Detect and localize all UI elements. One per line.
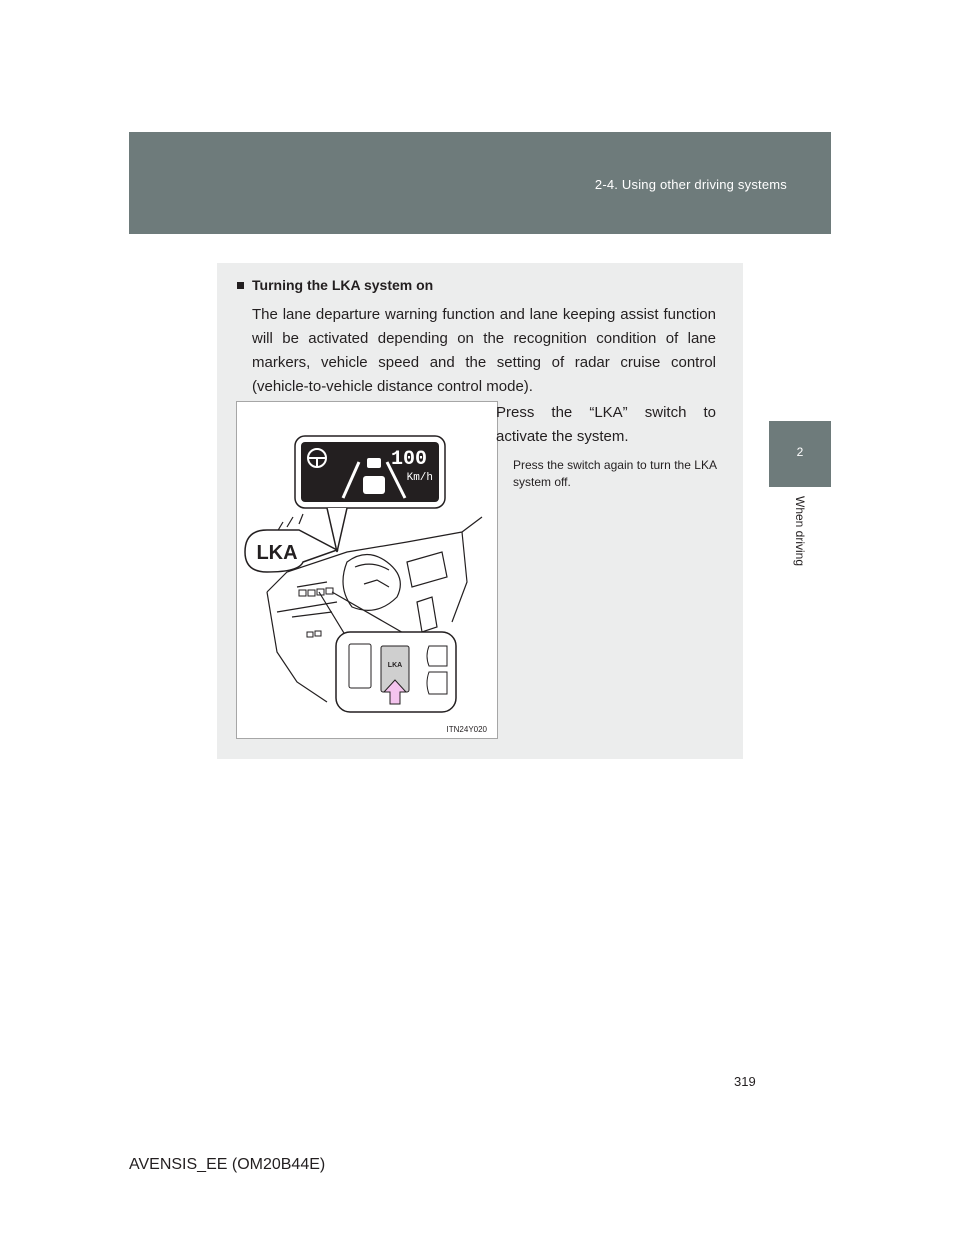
instruction-text: Press the “LKA” switch to activate the system. — [496, 404, 716, 445]
content-box — [217, 263, 743, 759]
heading-text: Turning the LKA system on — [252, 277, 434, 293]
zoom-leader-lines — [319, 592, 412, 638]
section-title: 2-4. Using other driving systems — [594, 177, 787, 192]
page-number: 319 — [734, 1074, 756, 1089]
adjacent-switch-right-top — [427, 646, 447, 666]
header-band — [129, 132, 831, 234]
dashboard-drawing — [237, 402, 499, 740]
speed-readout: 100 — [390, 448, 427, 471]
chapter-label: When driving — [793, 496, 807, 567]
chapter-tab — [769, 421, 831, 487]
adjacent-switch-left — [349, 644, 371, 688]
display-callout-pointer — [327, 508, 347, 552]
note-text: Press the switch again to turn the LKA system off. — [513, 458, 717, 489]
square-bullet-icon — [237, 282, 244, 289]
speed-unit: Km/h — [406, 472, 433, 484]
figure-code: ITN24Y020 — [446, 725, 487, 734]
chapter-number: 2 — [796, 445, 804, 459]
body-paragraph: The lane departure warning function and lane keeping assist function will be activated depending on the recognition condition of lane markers, vehicle speed and the setting of radar cruise control (vehicle-to-vehicle distance control mode). — [252, 306, 716, 395]
adjacent-switch-right-bottom — [427, 672, 447, 694]
section-heading — [237, 277, 433, 293]
lka-switch-label: LKA — [387, 662, 403, 669]
lka-label-text: LKA — [256, 542, 298, 564]
chapter-label-container — [788, 496, 812, 586]
lka-illustration — [236, 401, 498, 739]
manual-id: AVENSIS_EE (OM20B44E) — [129, 1156, 326, 1173]
